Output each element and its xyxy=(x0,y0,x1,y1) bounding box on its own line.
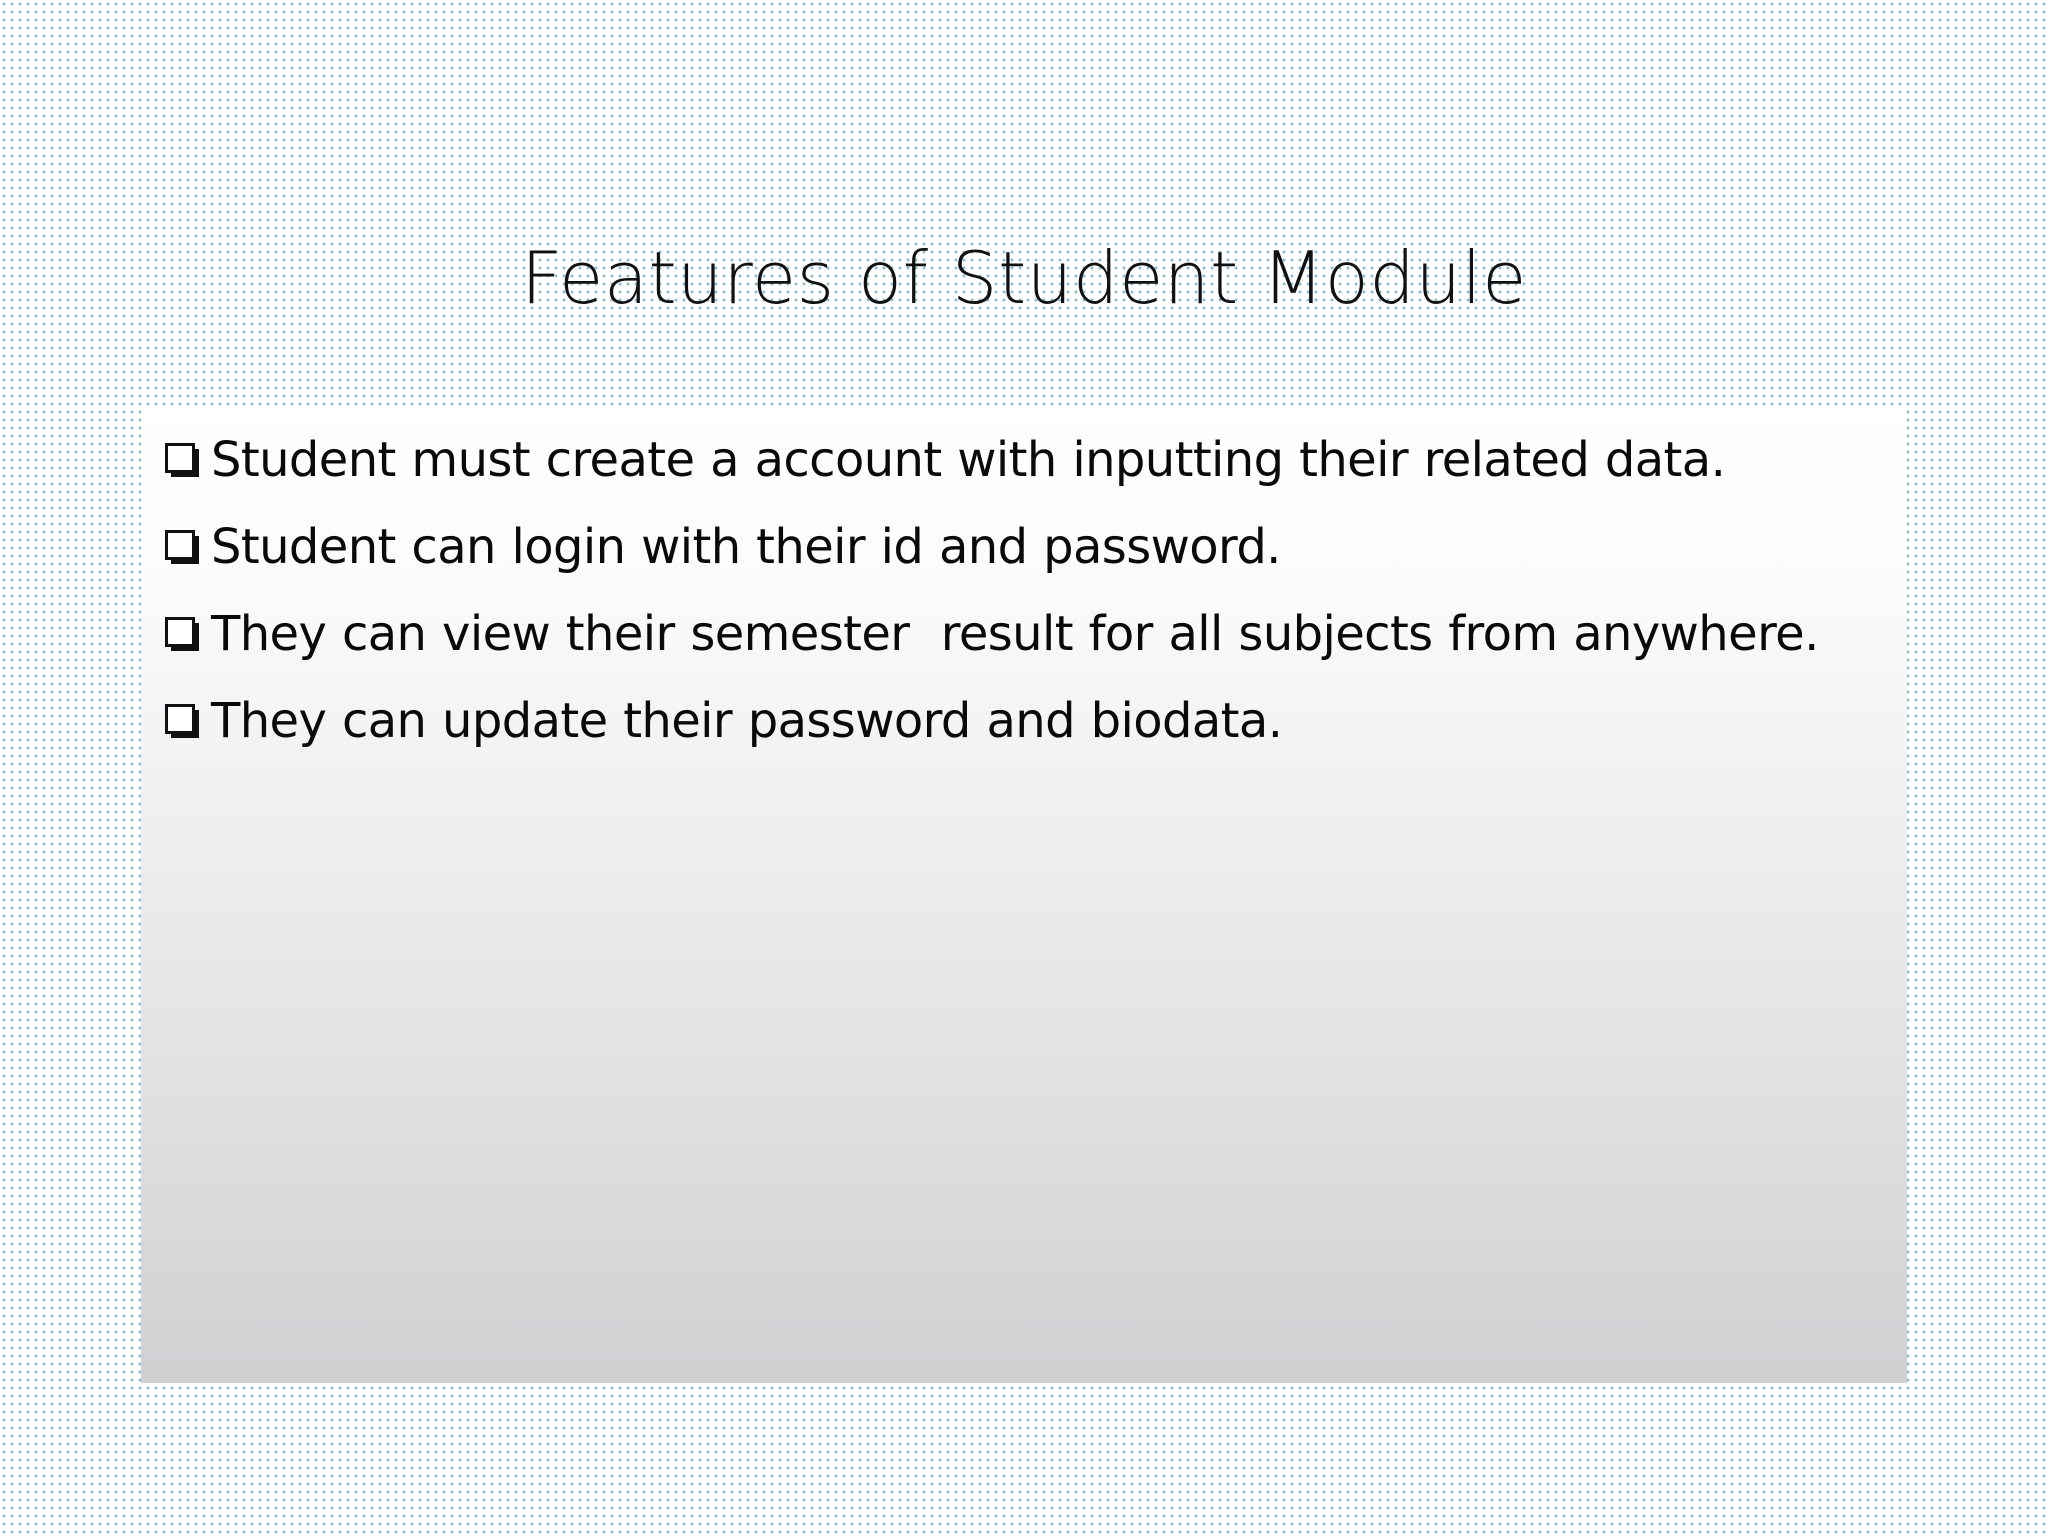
slide-title: Features of Student Module xyxy=(521,236,1527,320)
checkbox-square-icon xyxy=(165,704,199,738)
bullet-text: Student must create a account with inputting their related data. xyxy=(211,431,1726,488)
bullet-text: Student can login with their id and password. xyxy=(211,518,1281,575)
list-item xyxy=(165,416,1905,503)
checkbox-square-icon xyxy=(165,530,199,564)
list-item xyxy=(165,590,1905,677)
bullet-text: They can update their password and biodata. xyxy=(211,692,1283,749)
checkbox-square-icon xyxy=(165,617,199,651)
bullet-list xyxy=(165,416,1905,764)
list-item xyxy=(165,503,1905,590)
bullet-text: They can view their semester result for all subjects from anywhere. xyxy=(211,605,1819,662)
checkbox-square-icon xyxy=(165,443,199,477)
list-item xyxy=(165,677,1905,764)
content-panel xyxy=(141,406,1907,1383)
